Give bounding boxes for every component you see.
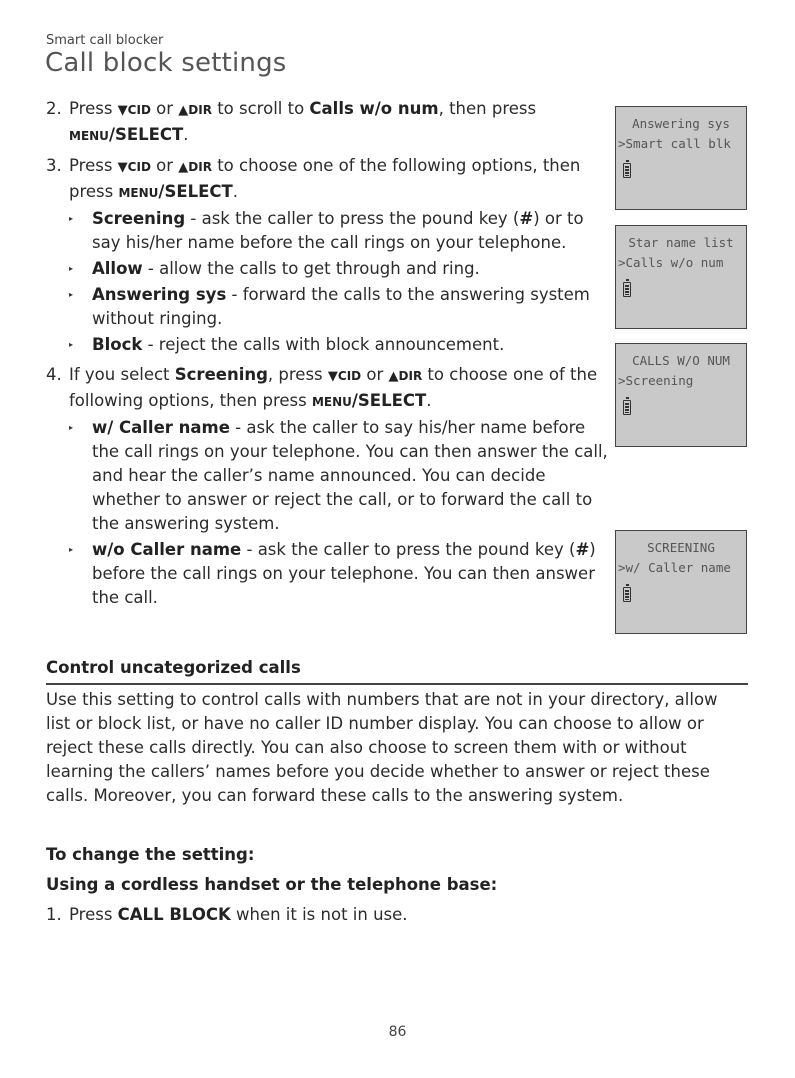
up-arrow-icon: ▲ [178,160,189,175]
section-kicker: Smart call blocker [46,33,164,48]
step-3: 3. Press ▼CID or ▲DIR to choose one of the following options, then press MENU/SELECT. ▸ Screening - ask the caller to press the pound key (#) or to say his/her name before the call rings on your telephone. ▸ Allow - allow the calls to get through and ring. ▸ Answering sys - forward the calls to the answering system without ringing. ▸ Block - reject the calls with block announcement. [46,154,611,357]
instructions [46,97,611,616]
option-allow: ▸ Allow - allow the calls to get through and ring. [69,257,611,281]
lcd-screen [615,225,747,329]
down-arrow-icon: ▼ [117,160,128,175]
section-rule [46,683,748,685]
battery-icon [623,163,631,178]
section-heading: Control uncategorized calls [46,658,301,677]
down-arrow-icon: ▼ [117,103,128,118]
down-arrow-icon: ▼ [327,369,338,384]
menu-key: MENU [118,186,159,200]
battery-icon [623,400,631,415]
page-number: 86 [388,1024,407,1040]
option-without-caller-name: ▸ w/o Caller name - ask the caller to press the pound key (#) before the call rings on your telephone. You can then answer the call. [69,540,596,607]
subheading-change-setting: To change the setting: [46,845,255,864]
lcd-line-2: >Calls w/o num [618,255,724,270]
option-with-caller-name: ▸ w/ Caller name - ask the caller to say his/her name before the call rings on your telephone. You can then answer the call, and hear the caller’s name announced. You can decide whether to answer or reject the call, or to forward the call to the answering system. [69,418,608,533]
lcd-line-2: >w/ Caller name [618,560,731,575]
select-key: /SELECT [351,391,427,410]
step-number: 4. [46,365,62,384]
step-1: 1. Press CALL BLOCK when it is not in use. [46,903,746,927]
menu-key: MENU [69,129,109,143]
option-name: Screening [174,365,268,384]
menu-key: MENU [311,395,352,409]
cid-key: CID [127,160,151,174]
step-number: 1. [46,905,62,924]
up-arrow-icon: ▲ [178,103,189,118]
lcd-line-2: >Screening [618,373,694,388]
step-number: 2. [46,99,62,118]
step-2: 2. Press ▼CID or ▲DIR to scroll to Calls w/o num, then press MENU/SELECT. [46,99,537,144]
option-name: Calls w/o num [309,99,439,118]
cid-key: CID [337,369,362,383]
bullet-arrow-icon: ▸ [69,214,74,223]
select-key: /SELECT [108,125,184,144]
dir-key: DIR [188,160,212,174]
dir-key: DIR [398,369,423,383]
battery-icon [623,587,631,602]
page-title: Call block settings [45,48,287,78]
option-screening: ▸ Screening - ask the caller to press the pound key (#) or to say his/her name before the call rings on your telephone. [69,209,584,252]
battery-icon [623,282,631,297]
lcd-line-1: CALLS W/O NUM [632,353,730,368]
step-number: 3. [46,156,62,175]
lcd-screen [615,530,747,634]
dir-key: DIR [188,103,212,117]
section-paragraph: Use this setting to control calls with numbers that are not in your directory, allow list or block list, or have no caller ID number display. You can choose to allow or reject these calls directly. You can also choose to screen them with or without learning the callers’ names before you decide whether to answer or reject these calls. Moreover, you can forward these calls to the answering system. [46,690,718,805]
option-block: ▸ Block - reject the calls with block announcement. [69,333,611,357]
call-block-key: CALL BLOCK [117,905,231,924]
bullet-arrow-icon: ▸ [69,290,74,299]
step-4: 4. If you select Screening, press ▼CID or ▲DIR to choose one of the following options, then press MENU/SELECT. ▸ w/ Caller name - ask the caller to say his/her name before the call rings on your telephone. You can then answer the call, and hear the caller’s name announced. You can decide whether to answer or reject the call, or to forward the call to the answering system. ▸ w/o Caller name - ask the caller to press the pound key (#) before the call rings on your telephone. You can then answer the call. [46,363,611,610]
bullet-arrow-icon: ▸ [69,340,74,349]
lcd-line-1: Answering sys [632,116,730,131]
lcd-screen [615,343,747,447]
lcd-line-1: Star name list [628,235,734,250]
lcd-screen [615,106,747,210]
lcd-line-2: >Smart call blk [618,136,731,151]
option-answering-sys: ▸ Answering sys - forward the calls to the answering system without ringing. [69,285,590,328]
bullet-arrow-icon: ▸ [69,423,74,432]
up-arrow-icon: ▲ [388,369,399,384]
bullet-arrow-icon: ▸ [69,264,74,273]
bullet-arrow-icon: ▸ [69,545,74,554]
lcd-line-1: SCREENING [647,540,715,555]
select-key: /SELECT [158,182,233,201]
cid-key: CID [127,103,151,117]
subheading-handset-base: Using a cordless handset or the telephone base: [46,875,498,894]
